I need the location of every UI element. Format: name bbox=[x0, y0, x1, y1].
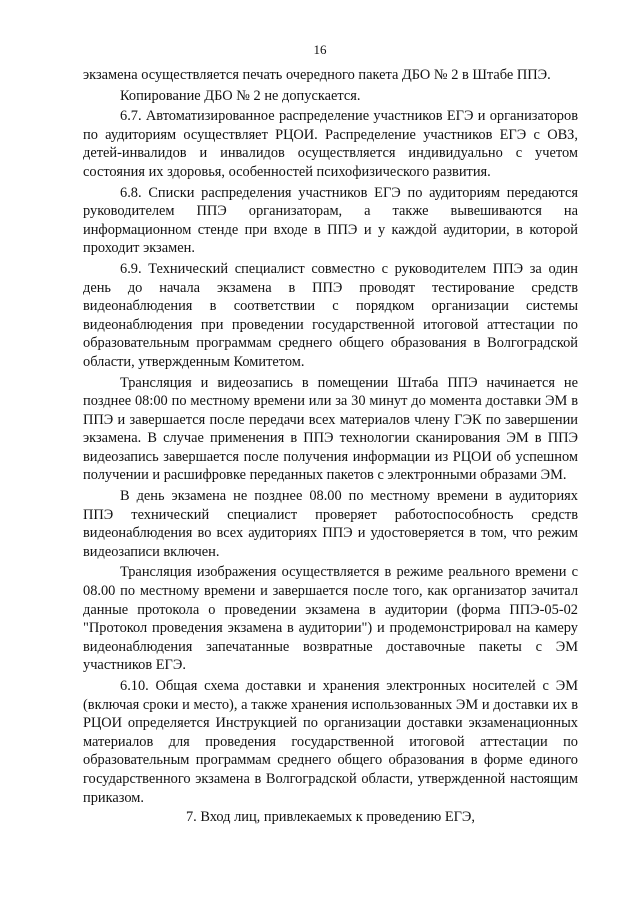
paragraph-copy-prohibited: Копирование ДБО № 2 не допускается. bbox=[120, 87, 361, 104]
paragraph-6-8: 6.8. Списки распределения участников ЕГЭ по аудиториям передаются руководителем ППЭ организаторам, а также вывешиваются на информационном стенде при входе в ППЭ и у каждой аудитории, в которой проходит экзамен. bbox=[83, 184, 578, 257]
paragraph-continuation: экзамена осуществляется печать очередного пакета ДБО № 2 в Штабе ППЭ. bbox=[83, 67, 551, 83]
paragraph-6-10: 6.10. Общая схема доставки и хранения электронных носителей с ЭМ (включая сроки и место), а также хранения использованных ЭМ и доставки их в РЦОИ определяется Инструкцией по организации доставки экзаменационных материалов для проведения государственной итоговой аттестации по образовательным программам среднего общего образования в форме единого государственного экзамена в Волгоградской области, утвержденной настоящим приказом. bbox=[83, 678, 578, 806]
page-number: 16 bbox=[313, 42, 327, 57]
document-body bbox=[83, 66, 578, 807]
paragraph-staff-broadcast: Трансляция и видеозапись в помещении Штаба ППЭ начинается не позднее 08:00 по местному времени или за 30 минут до момента доставки ЭМ в ППЭ и завершается после передачи всех материалов члену ГЭК по завершении экзамена. В случае применения в ППЭ технологии сканирования ЭМ в ППЭ видеозапись завершается после получения информации из РЦОИ об успешном получении и расшифровке переданных пакетов с электронными образами ЭМ. bbox=[83, 374, 578, 484]
paragraph-realtime-broadcast: Трансляция изображения осуществляется в режиме реального времени с 08.00 по местному времени и завершается после того, как организатор зачитал данные протокола о проведении экзамена в аудитории (форма ППЭ-05-02 "Протокол проведения экзамена в аудитории") и продемонстрировал на камеру видеонаблюдения запечатанные возвратные доставочные пакеты с ЭМ участников ЕГЭ. bbox=[83, 564, 578, 674]
paragraph-exam-day-check: В день экзамена не позднее 08.00 по местному времени в аудиториях ППЭ технический специалист проверяет работоспособность средств видеонаблюдения во всех аудиториях ППЭ и удостоверяется в том, что режим видеозаписи включен. bbox=[83, 488, 578, 560]
paragraph-6-7: 6.7. Автоматизированное распределение участников ЕГЭ и организаторов по аудиториям осуществляет РЦОИ. Распределение участников ЕГЭ с ОВЗ, детей-инвалидов и инвалидов осуществляется индивидуально с учетом состояния их здоровья, особенностей психофизического развития. bbox=[83, 108, 578, 180]
paragraph-6-9: 6.9. Технический специалист совместно с руководителем ППЭ за один день до начала экзамена в ППЭ проводят тестирование средств видеонаблюдения в соответствии с порядком организации системы видеонаблюдения при проведении государственной итоговой аттестации по образовательным программам среднего общего образования в Волгоградской области, утвержденным Комитетом. bbox=[83, 260, 578, 370]
section-heading: 7. Вход лиц, привлекаемых к проведению ЕГЭ, bbox=[185, 809, 476, 825]
